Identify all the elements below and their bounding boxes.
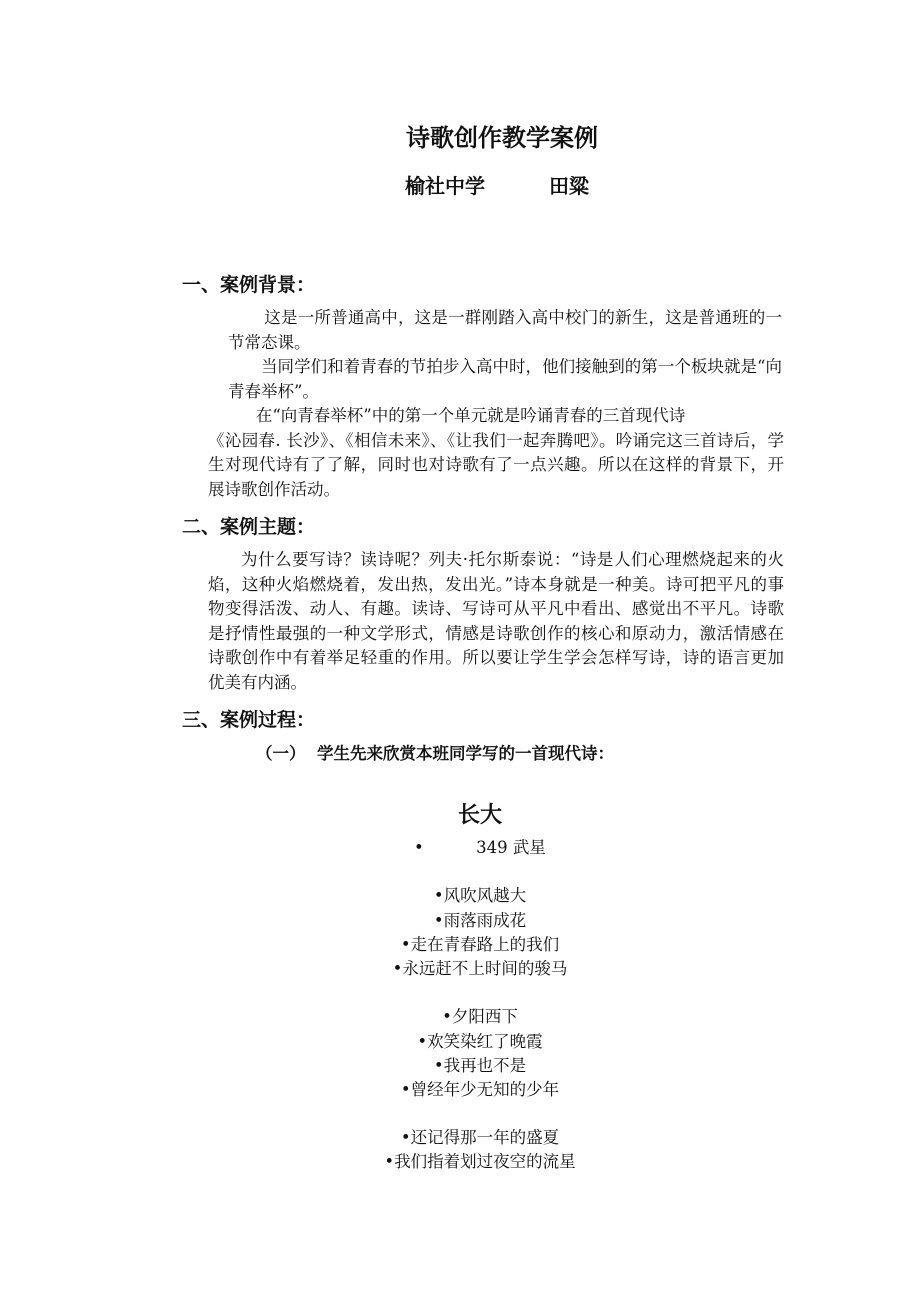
- paragraph: 为什么要写诗？读诗呢？列夫·托尔斯泰说：“诗是人们心理燃烧起来的火焰，这种火焰燃烧着，发出热，发出光。”诗本身就是一种美。诗可把平凡的事物变得活泼、动人、有趣。读诗、写诗可从平凡中看出、感觉出不平凡。诗歌是抒情性最强的一种文学形式，情感是诗歌创作的核心和原动力，激活情感在诗歌创作中有着举足轻重的作用。所以要让学生学会怎样写诗，诗的语言更加优美有内涵。: [208, 550, 784, 692]
- poem-line: •欢笑染红了晚霞: [417, 1031, 543, 1051]
- paragraph: 当同学们和着青春的节拍步入高中时，他们接触到的第一个板块就是“向青春举杯”。: [228, 357, 782, 401]
- document-title: 诗歌创作教学案例: [406, 124, 598, 152]
- section-theme-text: [208, 548, 784, 695]
- section-heading-process: 三、案例过程：: [182, 709, 316, 731]
- stanza-gap: [0, 981, 920, 1005]
- poem-author: • 349 武星: [414, 838, 546, 857]
- poem-line: •我们指着划过夜空的流星: [384, 1152, 576, 1172]
- poem-line: •曾经年少无知的少年: [400, 1079, 560, 1099]
- poem-line: •还记得那一年的盛夏: [400, 1128, 560, 1148]
- paragraph: 《沁园春. 长沙》、《相信未来》、《让我们一起奔腾吧》。吟诵完这三首诗后，学生对现代诗有了了解，同时也对诗歌有了一点兴趣。所以在这样的背景下，开展诗歌创作活动。: [208, 430, 784, 499]
- poem-body: [0, 836, 920, 1175]
- poem-line: •我再也不是: [433, 1055, 527, 1075]
- paragraph: 在“向青春举杯”中的第一个单元就是吟诵青春的三首现代诗: [255, 406, 686, 425]
- poem-line: •夕阳西下: [442, 1007, 518, 1027]
- stanza-gap: [0, 860, 920, 884]
- section-heading-theme: 二、案例主题：: [182, 516, 316, 538]
- school-name: 榆社中学: [405, 174, 485, 198]
- poem-line: •雨落雨成花: [433, 910, 527, 930]
- author-name: 田粱: [549, 174, 589, 198]
- poem-line: •走在青春路上的我们: [400, 934, 560, 954]
- poem-line: •永远赶不上时间的骏马: [392, 958, 568, 978]
- subsection-heading: （一） 学生先来欣赏本班同学写的一首现代诗：: [256, 744, 614, 763]
- poem-title: 长大: [457, 803, 502, 828]
- section-background-text-2: [208, 404, 784, 502]
- paragraph: 这是一所普通高中，这是一群刚踏入高中校门的新生，这是普通班的一节常态课。: [228, 308, 782, 352]
- section-heading-background: 一、案例背景：: [182, 274, 316, 296]
- poem-line: •风吹风越大: [433, 886, 527, 906]
- section-background-text: [228, 306, 782, 404]
- stanza-gap: [0, 1102, 920, 1126]
- author-line: [405, 170, 589, 199]
